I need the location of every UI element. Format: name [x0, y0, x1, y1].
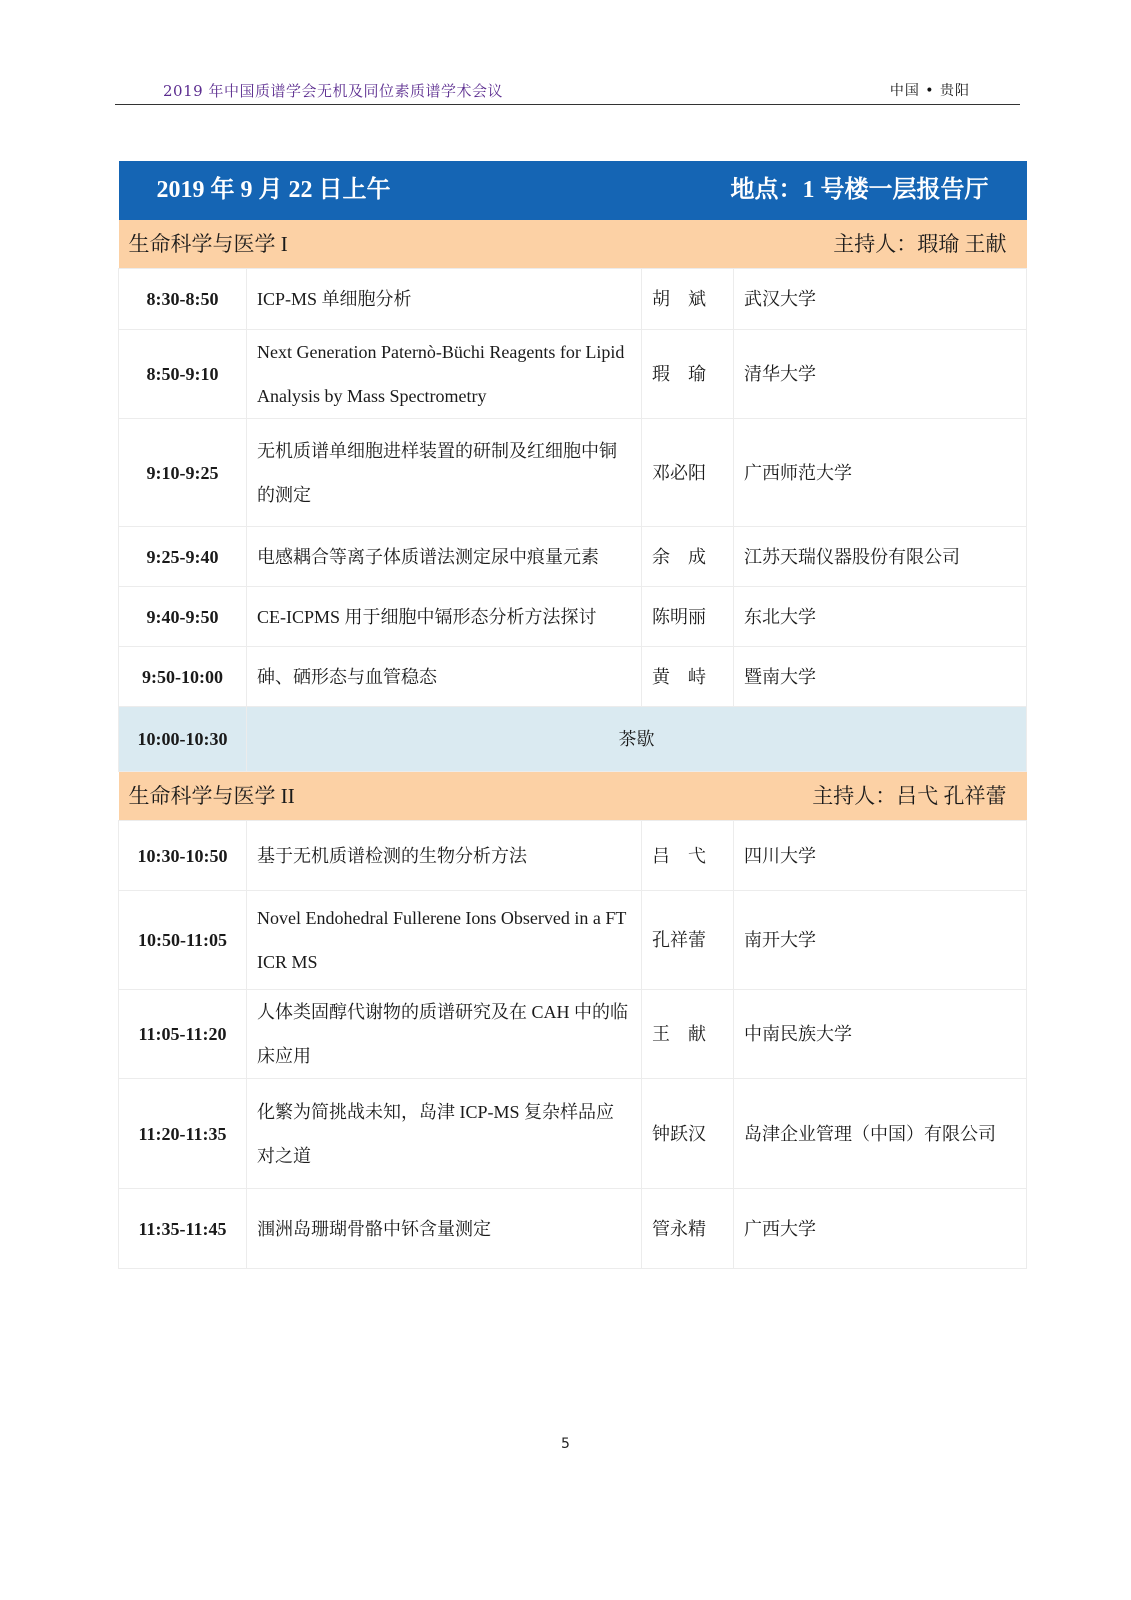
talk-time: 10:30-10:50 — [119, 821, 247, 891]
table-row — [119, 647, 1027, 707]
talk-time: 11:20-11:35 — [119, 1079, 247, 1189]
talk-time: 9:10-9:25 — [119, 419, 247, 527]
talk-title: Novel Endohedral Fullerene Ions Observed in a FT ICR MS — [247, 891, 642, 990]
talk-title: Next Generation Paternò-Büchi Reagents for Lipid Analysis by Mass Spectrometry — [247, 330, 642, 419]
break-row — [119, 707, 1027, 772]
talk-title: 涠洲岛珊瑚骨骼中钚含量测定 — [247, 1189, 642, 1269]
section-title: 生命科学与医学 II — [128, 784, 295, 808]
table-row — [119, 891, 1027, 990]
talk-title: 电感耦合等离子体质谱法测定尿中痕量元素 — [247, 527, 642, 587]
table-row — [119, 269, 1027, 330]
conference-title: 2019 年中国质谱学会无机及同位素质谱学术会议 — [163, 82, 503, 100]
table-row — [119, 587, 1027, 647]
talk-time: 8:50-9:10 — [119, 330, 247, 419]
section-title: 生命科学与医学 I — [128, 232, 288, 256]
talk-affiliation: 清华大学 — [734, 330, 1027, 419]
table-row — [119, 330, 1027, 419]
talk-affiliation: 中南民族大学 — [734, 990, 1027, 1079]
talk-time: 9:25-9:40 — [119, 527, 247, 587]
talk-title: 无机质谱单细胞进样装置的研制及红细胞中铜的测定 — [247, 419, 642, 527]
talk-affiliation: 江苏天瑞仪器股份有限公司 — [734, 527, 1027, 587]
talk-time: 8:30-8:50 — [119, 269, 247, 330]
talk-title: ICP-MS 单细胞分析 — [247, 269, 642, 330]
talk-speaker: 吕 弋 — [642, 821, 734, 891]
break-time: 10:00-10:30 — [119, 707, 247, 772]
page-header — [115, 78, 1020, 105]
talk-speaker: 胡 斌 — [642, 269, 734, 330]
schedule-table — [118, 161, 1027, 1269]
talk-affiliation: 广西师范大学 — [734, 419, 1027, 527]
section-header — [119, 772, 1027, 821]
talk-time: 11:35-11:45 — [119, 1189, 247, 1269]
talk-title: 砷、硒形态与血管稳态 — [247, 647, 642, 707]
talk-affiliation: 岛津企业管理（中国）有限公司 — [734, 1079, 1027, 1189]
talk-title: 基于无机质谱检测的生物分析方法 — [247, 821, 642, 891]
talk-speaker: 余 成 — [642, 527, 734, 587]
talk-affiliation: 广西大学 — [734, 1189, 1027, 1269]
talk-speaker: 钟跃汉 — [642, 1079, 734, 1189]
conference-location: 中国 • 贵阳 — [889, 83, 970, 99]
talk-time: 10:50-11:05 — [119, 891, 247, 990]
talk-title: 化繁为简挑战未知，岛津 ICP-MS 复杂样品应对之道 — [247, 1079, 642, 1189]
break-label: 茶歇 — [247, 707, 1027, 772]
table-row — [119, 821, 1027, 891]
talk-speaker: 黄 峙 — [642, 647, 734, 707]
talk-speaker: 孔祥蕾 — [642, 891, 734, 990]
section-host: 主持人：瑕瑜 王献 — [833, 232, 1007, 256]
page-number: 5 — [561, 1436, 570, 1452]
talk-title: 人体类固醇代谢物的质谱研究及在 CAH 中的临床应用 — [247, 990, 642, 1079]
talk-speaker: 王 献 — [642, 990, 734, 1079]
section-header — [119, 220, 1027, 269]
talk-speaker: 邓必阳 — [642, 419, 734, 527]
talk-time: 9:50-10:00 — [119, 647, 247, 707]
talk-affiliation: 东北大学 — [734, 587, 1027, 647]
talk-title: CE-ICPMS 用于细胞中镉形态分析方法探讨 — [247, 587, 642, 647]
talk-speaker: 陈明丽 — [642, 587, 734, 647]
talk-affiliation: 暨南大学 — [734, 647, 1027, 707]
schedule-banner — [119, 161, 1027, 220]
talk-speaker: 瑕 瑜 — [642, 330, 734, 419]
table-row — [119, 990, 1027, 1079]
talk-time: 9:40-9:50 — [119, 587, 247, 647]
table-row — [119, 1079, 1027, 1189]
session-date: 2019 年 9 月 22 日上午 — [156, 177, 391, 203]
talk-speaker: 管永精 — [642, 1189, 734, 1269]
talk-affiliation: 南开大学 — [734, 891, 1027, 990]
talk-affiliation: 武汉大学 — [734, 269, 1027, 330]
session-venue: 地点：1 号楼一层报告厅 — [730, 177, 989, 203]
table-row — [119, 1189, 1027, 1269]
talk-time: 11:05-11:20 — [119, 990, 247, 1079]
section-host: 主持人：吕弋 孔祥蕾 — [812, 784, 1007, 808]
talk-affiliation: 四川大学 — [734, 821, 1027, 891]
table-row — [119, 527, 1027, 587]
table-row — [119, 419, 1027, 527]
